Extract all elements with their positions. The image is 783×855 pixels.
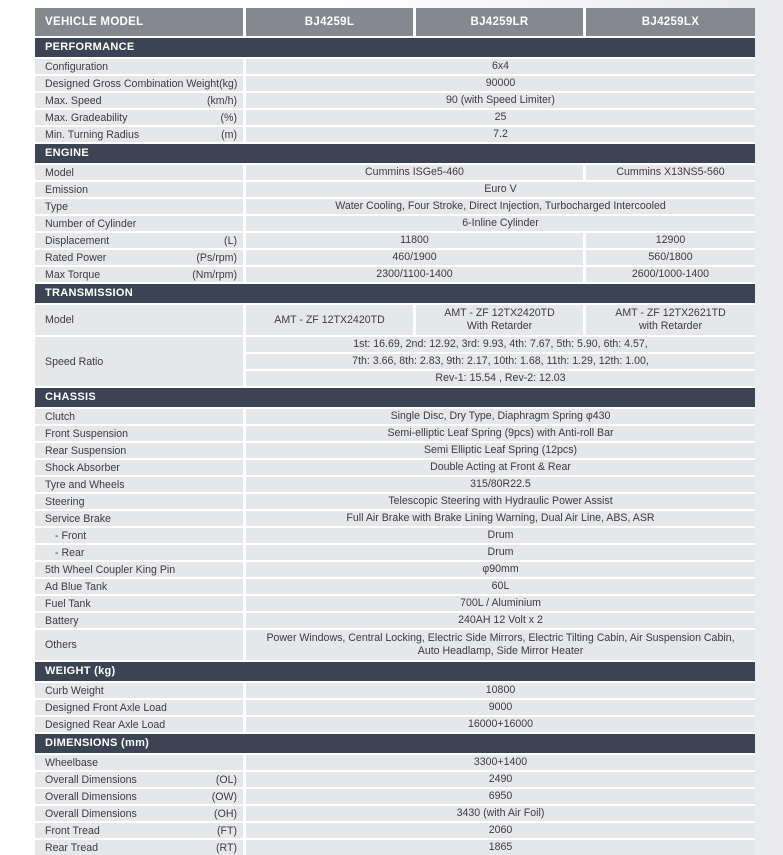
- row-value: [586, 305, 755, 335]
- row-label: Speed Ratio: [45, 355, 104, 368]
- row-value: [246, 717, 755, 732]
- row-value-line: 11800: [400, 234, 429, 246]
- row-value: [246, 110, 755, 125]
- spec-row: [35, 110, 755, 125]
- row-value-line: Semi Elliptic Leaf Spring (12pcs): [423, 444, 578, 456]
- row-label: Min. Turning Radius: [45, 128, 140, 141]
- row-value-line: AMT - ZF 12TX2621TD: [615, 307, 726, 319]
- row-value: [416, 305, 583, 335]
- row-label: Overall Dimensions: [45, 773, 137, 786]
- row-value: [246, 630, 755, 660]
- row-label: Service Brake: [45, 512, 111, 525]
- row-unit: (kg): [219, 77, 238, 90]
- row-value-line: 16000+16000: [467, 718, 534, 730]
- row-unit: (m): [221, 128, 237, 141]
- spec-row: [35, 579, 755, 594]
- row-value: [586, 267, 755, 282]
- row-value: [586, 165, 755, 180]
- row-value-line: Telescopic Steering with Hydraulic Power Assist: [388, 495, 613, 507]
- spec-row: [35, 216, 755, 231]
- row-value-line: 10800: [485, 684, 516, 696]
- row-label-cell: [35, 443, 243, 458]
- row-value-line: Cummins X13NS5-560: [616, 166, 725, 178]
- row-unit: (L): [224, 234, 237, 247]
- row-value-line: 700L / Aluminium: [460, 597, 541, 609]
- row-value-line: With Retarder: [466, 320, 533, 332]
- spec-row: [35, 806, 755, 821]
- row-value: Rev-1: 15.54 , Rev-2: 12.03: [246, 371, 755, 386]
- row-label: Wheelbase: [45, 756, 98, 769]
- row-label-cell: [35, 409, 243, 424]
- row-label: Number of Cylinder: [45, 217, 137, 230]
- row-label-cell: [35, 700, 243, 715]
- row-label: Battery: [45, 614, 79, 627]
- row-value-line: Full Air Brake with Brake Lining Warning, Dual Air Line, ABS, ASR: [346, 512, 655, 524]
- row-label: Max. Speed: [45, 94, 102, 107]
- row-label-cell: [35, 717, 243, 732]
- row-unit: (OL): [215, 773, 237, 786]
- section-header-performance: PERFORMANCE: [35, 38, 755, 57]
- row-value-line: 315/80R22.5: [470, 478, 531, 490]
- model-column-bj4259lx: BJ4259LX: [586, 8, 755, 36]
- row-value: [246, 494, 755, 509]
- row-label-cell: [35, 199, 243, 214]
- row-label: Rated Power: [45, 251, 107, 264]
- spec-row: [35, 165, 755, 180]
- row-label-cell: [35, 477, 243, 492]
- row-label-cell: [35, 216, 243, 231]
- row-value: [246, 93, 755, 108]
- row-value: [246, 511, 755, 526]
- spec-row: [35, 511, 755, 526]
- vehicle-spec-table: [35, 8, 755, 855]
- row-unit: (Ps/rpm): [196, 251, 237, 264]
- row-value: [246, 823, 755, 838]
- row-label-cell: [35, 683, 243, 698]
- spec-row: [35, 562, 755, 577]
- row-value-line: with Retarder: [639, 320, 702, 332]
- row-label-cell: [35, 76, 243, 91]
- row-value-line: Water Cooling, Four Stroke, Direct Injection, Turbocharged Intercooled: [335, 200, 666, 212]
- spec-row: [35, 717, 755, 732]
- row-value: [586, 233, 755, 248]
- row-value: [246, 477, 755, 492]
- row-label: Designed Gross Combination Weight: [45, 77, 220, 90]
- row-value: [246, 772, 755, 787]
- row-label: - Front: [55, 529, 87, 542]
- row-label-cell: [35, 460, 243, 475]
- row-label-cell: [35, 511, 243, 526]
- row-value: [246, 683, 755, 698]
- row-value-line: 6x4: [491, 60, 510, 72]
- spec-row: [35, 337, 755, 386]
- row-label: Emission: [45, 183, 88, 196]
- section-header-weight-kg: WEIGHT (kg): [35, 662, 755, 681]
- model-header-row: [35, 8, 755, 36]
- row-value: [246, 562, 755, 577]
- row-label-cell: [35, 59, 243, 74]
- row-label: Model: [45, 314, 74, 326]
- row-value: [246, 545, 755, 560]
- row-label-cell: [35, 789, 243, 804]
- row-value-line: 60L: [491, 580, 510, 592]
- row-value: 7th: 3.66, 8th: 2.83, 9th: 2.17, 10th: 1.68, 11th: 1.29, 12th: 1.00,: [246, 354, 755, 369]
- row-value-line: 90 (with Speed Limiter): [446, 94, 555, 106]
- row-label: Designed Front Axle Load: [45, 701, 167, 714]
- model-column-bj4259l: BJ4259L: [246, 8, 413, 36]
- row-value-line: Power Windows, Central Locking, Electric Side Mirrors, Electric Tilting Cabin, Air Suspension Cabin,: [266, 632, 735, 644]
- spec-row: [35, 76, 755, 91]
- row-value: [246, 267, 583, 282]
- row-value-line: AMT - ZF 12TX2420TD: [274, 313, 385, 326]
- row-value-line: Drum: [487, 529, 514, 541]
- row-label: Shock Absorber: [45, 461, 120, 474]
- row-unit: (RT): [216, 841, 237, 854]
- row-label-cell: [35, 337, 243, 386]
- row-label: Curb Weight: [45, 684, 104, 697]
- spec-row: [35, 233, 755, 248]
- row-label-cell: [35, 840, 243, 855]
- row-value: [246, 443, 755, 458]
- row-label: Ad Blue Tank: [45, 580, 108, 593]
- row-label-cell: [35, 426, 243, 441]
- row-unit: (FT): [217, 824, 237, 837]
- row-value-line: 6950: [488, 790, 513, 802]
- section-header-dimensions-mm: DIMENSIONS (mm): [35, 734, 755, 753]
- row-value: 1st: 16.69, 2nd: 12.92, 3rd: 9.93, 4th: 7.67, 5th: 5.90, 6th: 4.57,: [246, 337, 755, 352]
- row-value-line: AMT - ZF 12TX2420TD: [444, 307, 555, 319]
- row-value-line: 2600/1000-1400: [631, 268, 710, 280]
- row-label-cell: [35, 613, 243, 628]
- row-label-cell: [35, 755, 243, 770]
- row-label: Configuration: [45, 60, 109, 73]
- row-unit: (OH): [214, 807, 237, 820]
- row-label-cell: [35, 579, 243, 594]
- spec-row: [35, 545, 755, 560]
- row-value-line: 3430 (with Air Foil): [456, 807, 545, 819]
- section-header-chassis: CHASSIS: [35, 388, 755, 407]
- spec-row: [35, 683, 755, 698]
- spec-row: [35, 250, 755, 265]
- spec-row: [35, 772, 755, 787]
- row-value: [246, 127, 755, 142]
- row-label-cell: [35, 93, 243, 108]
- spec-row: [35, 700, 755, 715]
- spec-row: [35, 613, 755, 628]
- row-value: [246, 233, 583, 248]
- row-value: [246, 165, 583, 180]
- row-label-cell: [35, 823, 243, 838]
- row-label-cell: [35, 806, 243, 821]
- row-label-cell: [35, 182, 243, 197]
- row-value-line: 460/1900: [392, 251, 437, 263]
- row-label-cell: [35, 630, 243, 660]
- row-value-line: 12900: [655, 234, 686, 246]
- row-value-line: 560/1800: [648, 251, 693, 263]
- spec-row: [35, 823, 755, 838]
- row-label: Clutch: [45, 410, 76, 423]
- row-label-cell: [35, 528, 243, 543]
- row-label-cell: [35, 596, 243, 611]
- row-label: 5th Wheel Coupler King Pin: [45, 563, 176, 576]
- row-label: Model: [45, 166, 74, 179]
- row-value-line: 25: [494, 111, 507, 123]
- spec-row: [35, 477, 755, 492]
- row-value-line: Drum: [487, 546, 514, 558]
- row-label: Fuel Tank: [45, 597, 91, 610]
- row-value-line: Euro V: [484, 183, 517, 195]
- row-label-cell: [35, 772, 243, 787]
- row-label: Steering: [45, 495, 85, 508]
- spec-row: [35, 59, 755, 74]
- row-unit: (Nm/rpm): [192, 268, 237, 281]
- row-value: [246, 806, 755, 821]
- row-value-line: 240AH 12 Volt x 2: [458, 614, 543, 626]
- row-value-line: Single Disc, Dry Type, Diaphragm Spring φ430: [390, 410, 611, 422]
- row-value: [586, 250, 755, 265]
- spec-row: [35, 127, 755, 142]
- spec-row: [35, 443, 755, 458]
- row-value: [246, 216, 755, 231]
- spec-row: [35, 199, 755, 214]
- row-unit: (km/h): [206, 94, 237, 107]
- row-label: Max. Gradeability: [45, 111, 128, 124]
- row-unit: (%): [220, 111, 237, 124]
- spec-row: [35, 494, 755, 509]
- row-value-line: 3300+1400: [473, 756, 528, 768]
- row-value: [246, 613, 755, 628]
- row-value: [246, 840, 755, 855]
- row-label: Tyre and Wheels: [45, 478, 125, 491]
- row-value: [246, 460, 755, 475]
- spec-row: [35, 182, 755, 197]
- model-column-bj4259lr: BJ4259LR: [416, 8, 583, 36]
- spec-row: [35, 426, 755, 441]
- row-label: Rear Tread: [45, 841, 98, 854]
- row-value: [246, 700, 755, 715]
- row-label-cell: [35, 305, 243, 335]
- row-value: [246, 426, 755, 441]
- row-value: [246, 250, 583, 265]
- row-value-line: Auto Headlamp, Side Mirror Heater: [417, 645, 584, 657]
- row-label: Type: [45, 200, 68, 213]
- spec-row: [35, 789, 755, 804]
- row-value-line: Cummins ISGe5-460: [365, 166, 464, 178]
- row-value-line: Double Acting at Front & Rear: [430, 461, 571, 473]
- row-label: Overall Dimensions: [45, 807, 137, 820]
- row-label-cell: [35, 250, 243, 265]
- row-label-cell: [35, 267, 243, 282]
- spec-row: [35, 840, 755, 855]
- vehicle-model-header: VEHICLE MODEL: [35, 8, 243, 36]
- row-label: Designed Rear Axle Load: [45, 718, 166, 731]
- row-value-line: 90000: [485, 77, 516, 89]
- spec-row: [35, 409, 755, 424]
- section-header-engine: ENGINE: [35, 144, 755, 163]
- spec-row: [35, 630, 755, 660]
- row-label: Overall Dimensions: [45, 790, 137, 803]
- section-header-transmission: TRANSMISSION: [35, 284, 755, 303]
- spec-row: [35, 528, 755, 543]
- row-label-cell: [35, 127, 243, 142]
- row-label: - Rear: [55, 546, 85, 559]
- row-value: [246, 409, 755, 424]
- row-value: [246, 596, 755, 611]
- row-label-cell: [35, 165, 243, 180]
- row-label: Front Suspension: [45, 427, 129, 440]
- spec-row: [35, 267, 755, 282]
- row-value: [246, 528, 755, 543]
- row-value-line: 7.2: [493, 128, 508, 140]
- row-value: [246, 76, 755, 91]
- row-label: Front Tread: [45, 824, 100, 837]
- spec-row: [35, 596, 755, 611]
- spec-row: [35, 755, 755, 770]
- row-value: [246, 199, 755, 214]
- row-value-line: 1865: [488, 841, 513, 853]
- row-value-line: Semi-elliptic Leaf Spring (9pcs) with Anti-roll Bar: [387, 427, 614, 439]
- row-label-cell: [35, 545, 243, 560]
- row-label: Max Torque: [45, 268, 101, 281]
- spec-row: [35, 93, 755, 108]
- row-value-line: 6-Inline Cylinder: [462, 217, 539, 229]
- row-value: [246, 755, 755, 770]
- row-value: [246, 305, 413, 335]
- row-value-line: 2300/1100-1400: [376, 268, 453, 280]
- row-unit: (OW): [211, 790, 237, 803]
- row-value-line: 2060: [488, 824, 513, 836]
- row-value: [246, 59, 755, 74]
- row-label-cell: [35, 233, 243, 248]
- row-label-cell: [35, 110, 243, 125]
- row-value-line: 2490: [488, 773, 513, 785]
- row-label: Displacement: [45, 234, 110, 247]
- row-value: [246, 579, 755, 594]
- row-value-line: φ90mm: [482, 563, 519, 575]
- row-label-cell: [35, 562, 243, 577]
- row-value-line: 9000: [488, 701, 513, 713]
- row-value: [246, 182, 755, 197]
- row-label: Others: [45, 639, 77, 651]
- row-value: [246, 789, 755, 804]
- spec-row: [35, 305, 755, 335]
- row-label-cell: [35, 494, 243, 509]
- row-label: Rear Suspension: [45, 444, 127, 457]
- spec-row: [35, 460, 755, 475]
